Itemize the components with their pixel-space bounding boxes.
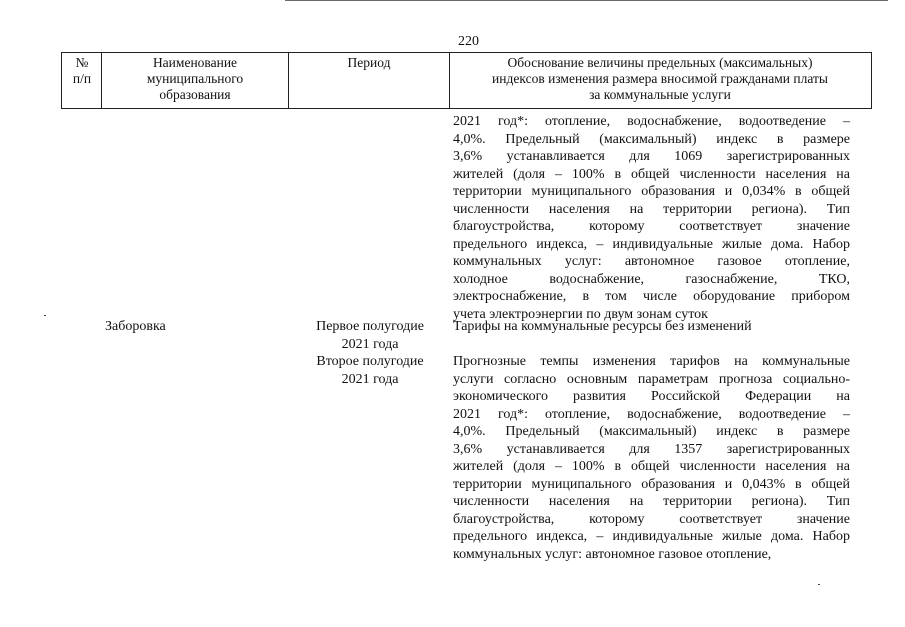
header-justification: Обоснование величины предельных (максимальных) индексов изменения размера вносимой гражданами платы за коммунальные услуги bbox=[492, 55, 828, 102]
text-line: экономического развития Российской Федерации на bbox=[453, 389, 850, 404]
text-line: благоустройства, которому соответствует значение bbox=[453, 511, 850, 527]
top-edge-rule bbox=[285, 0, 885, 1]
header-municipality: Наименование муниципального образования bbox=[146, 55, 244, 102]
text-line: холодное водоснабжение, газоснабжение, ТКО, bbox=[453, 271, 850, 287]
text-line: благоустройства, которому соответствует значение bbox=[453, 219, 850, 234]
header-bottom-border bbox=[61, 108, 872, 109]
justification-second-half bbox=[453, 353, 850, 563]
text-line: 3,6% устанавливается для 1357 зарегистрированных bbox=[453, 441, 850, 457]
text-line: жителей (доля – 100% в общей численности населения на bbox=[453, 459, 850, 474]
text-line: предельного индекса, – индивидуальные жилые дома. Набор bbox=[453, 529, 850, 544]
header-period: Период bbox=[347, 55, 391, 70]
text-line: 4,0%. Предельный (максимальный) индекс в размере bbox=[453, 424, 850, 439]
text-line: 2021 год*: отопление, водоснабжение, водоотведение – bbox=[453, 406, 850, 422]
header-right-border bbox=[871, 52, 872, 109]
header-top-border bbox=[61, 52, 872, 53]
text-line: 3,6% устанавливается для 1069 зарегистрированных bbox=[453, 149, 850, 164]
justification-continuation bbox=[453, 113, 850, 323]
page-number: 220 bbox=[458, 34, 479, 49]
text-line: услуги согласно основным параметрам прогноза социально- bbox=[453, 371, 850, 387]
text-line: коммунальных услуг: автономное газовое отопление, bbox=[453, 546, 772, 562]
scan-speck bbox=[818, 584, 820, 585]
text-line: жителей (доля – 100% в общей численности населения на bbox=[453, 166, 850, 182]
period-first-half: Первое полугодие 2021 года bbox=[316, 319, 424, 352]
text-line: территории муниципального образования и 0,043% в общей bbox=[453, 476, 850, 492]
justification-first-half: Тарифы на коммунальные ресурсы без изменений bbox=[453, 319, 752, 334]
text-line: коммунальных услуг: автономное газовое отопление, bbox=[453, 254, 850, 269]
text-line: электроснабжение, в том числе оборудование прибором bbox=[453, 289, 850, 304]
header-left-border bbox=[61, 52, 62, 109]
top-edge-rule-tail bbox=[862, 0, 888, 1]
header-number: № п/п bbox=[72, 55, 92, 86]
text-line: территории муниципального образования и 0,034% в общей bbox=[453, 184, 850, 199]
period-second-half: Второе полугодие 2021 года bbox=[316, 354, 424, 387]
municipality-name: Заборовка bbox=[105, 319, 166, 334]
text-line: 2021 год*: отопление, водоснабжение, водоотведение – bbox=[453, 114, 850, 129]
scan-speck bbox=[44, 315, 46, 316]
text-line: предельного индекса, – индивидуальные жилые дома. Набор bbox=[453, 236, 850, 252]
text-line: 4,0%. Предельный (максимальный) индекс в размере bbox=[453, 131, 850, 147]
text-line: Прогнозные темпы изменения тарифов на коммунальные bbox=[453, 354, 850, 369]
text-line: учета электроэнергии по двум зонам суток bbox=[453, 306, 708, 322]
text-line: численности населения на территории региона). Тип bbox=[453, 201, 850, 217]
text-line: численности населения на территории региона). Тип bbox=[453, 494, 850, 509]
